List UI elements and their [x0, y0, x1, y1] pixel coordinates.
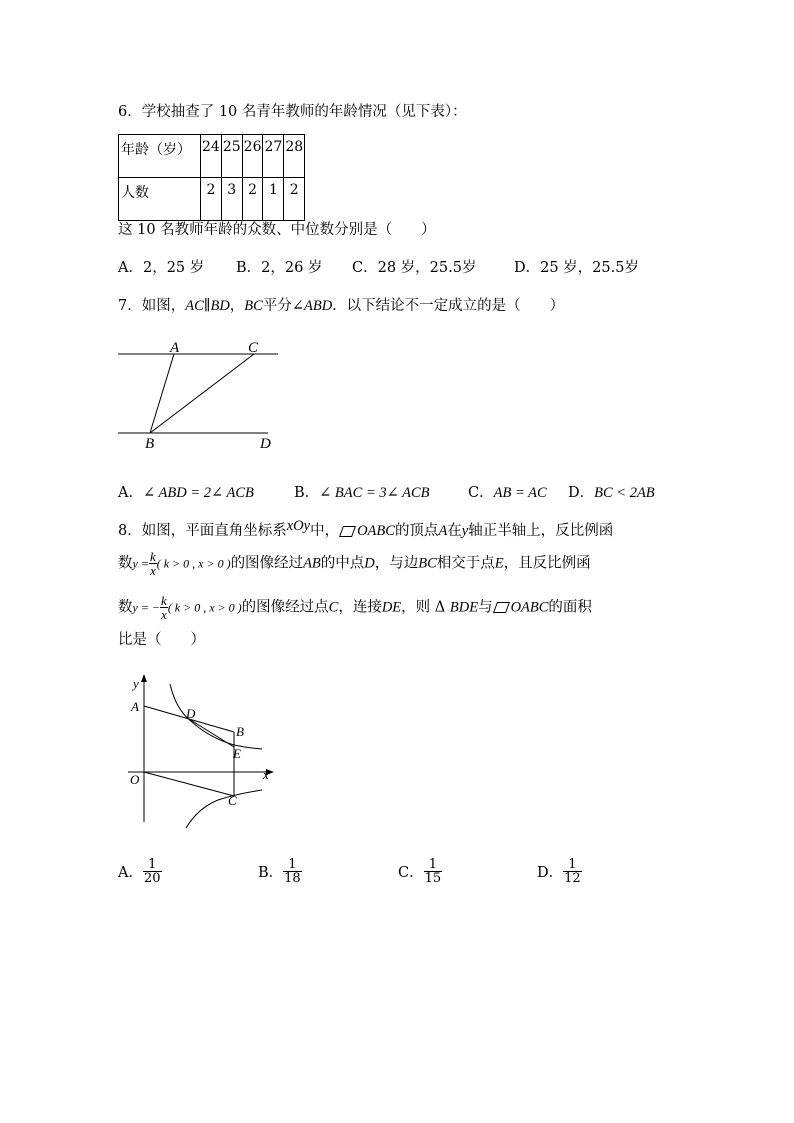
count-cell: 2 — [284, 178, 305, 221]
label-y: y — [133, 676, 139, 691]
q8-option-d[interactable]: D． $\frac{1}{12}$ — [537, 857, 581, 886]
count-cell: 2 — [242, 178, 263, 221]
table-row — [119, 178, 305, 221]
q8-option-b[interactable]: B． $\frac{1}{18}$ — [258, 857, 301, 886]
table-row-label: 人数 — [119, 178, 201, 221]
q6-option-c[interactable]: C．28 岁，25.5岁 — [352, 260, 477, 276]
count-cell: 1 — [263, 178, 284, 221]
q7-cond2a: BC — [244, 298, 263, 314]
segment-bc — [150, 354, 254, 433]
label-b: B — [236, 724, 244, 739]
q7-option-c[interactable]: C．AB = AC — [468, 485, 547, 501]
q6-option-a[interactable]: A．2，25 岁 — [118, 260, 205, 276]
parallelogram-icon — [493, 602, 510, 613]
age-table — [118, 134, 305, 221]
q6-question: 这 10 名教师年龄的众数、中位数分别是（ ） — [118, 222, 436, 238]
q7-cond1: AC∥BD — [185, 298, 230, 314]
y-axis-arrow-icon — [141, 674, 147, 682]
fraction-k-over-x: $\frac{k}{x}$ — [161, 593, 167, 622]
q7-cond2c: ABD — [303, 298, 333, 314]
label-d: D — [260, 436, 271, 452]
q7-tail: ．以下结论不一定成立的是（ ） — [332, 298, 565, 314]
q7-cond2b: 平分∠ — [262, 298, 304, 314]
q8-line-1: 8．如图，平面直角坐标系xOy中， OABC的顶点A在y轴正半轴上，反比例函 — [118, 518, 614, 539]
q7-option-d[interactable]: D．BC < 2AB — [568, 485, 655, 501]
age-cell: 26 — [242, 135, 263, 178]
count-cell: 3 — [221, 178, 242, 221]
segment-ab — [150, 354, 174, 433]
q8-line-2: 数y = $\frac{k}{x}$ ( k > 0 , x > 0 )的图像经过AB的中点D，与边BC相交于点E，且反比例函 — [118, 549, 591, 578]
count-cell: 2 — [201, 178, 222, 221]
q8-figure — [120, 672, 280, 830]
age-cell: 28 — [284, 135, 305, 178]
label-d: D — [186, 706, 196, 721]
q7-figure — [110, 335, 290, 455]
label-a: A — [170, 340, 180, 356]
parallelogram-icon — [339, 526, 356, 537]
q7-stem — [118, 294, 564, 315]
label-c: C — [248, 340, 259, 356]
q6-stem: 6．学校抽查了 10 名青年教师的年龄情况（见下表）： — [118, 104, 467, 120]
curve-k-over-x — [170, 684, 262, 749]
label-b: B — [145, 436, 155, 452]
curve-neg-k-over-x — [186, 790, 262, 828]
label-o: O — [130, 772, 140, 787]
q8-option-c[interactable]: C． $\frac{1}{15}$ — [398, 857, 442, 886]
q7-option-b[interactable]: B．∠ BAC = 3∠ ACB — [294, 485, 430, 501]
segment-oc — [144, 772, 234, 796]
q7-sep: ， — [229, 298, 245, 314]
age-cell: 24 — [201, 135, 222, 178]
q7-num: 7．如图， — [118, 298, 186, 314]
q7-option-a[interactable]: A．∠ ABD = 2∠ ACB — [118, 485, 254, 501]
q6-option-d[interactable]: D．25 岁，25.5岁 — [514, 260, 639, 276]
label-x: x — [263, 767, 269, 782]
age-cell: 27 — [263, 135, 284, 178]
q6-option-b[interactable]: B．2，26 岁 — [236, 260, 323, 276]
q8-option-a[interactable]: A． $\frac{1}{20}$ — [118, 857, 161, 886]
age-cell: 25 — [221, 135, 242, 178]
label-e: E — [233, 746, 241, 761]
table-header-label: 年龄（岁） — [119, 135, 201, 178]
fraction-k-over-x: $\frac{k}{x}$ — [149, 549, 156, 578]
q8-line-3: 数y = − $\frac{k}{x}$ ( k > 0 , x > 0 )的图像经过点C，连接DE，则 Δ BDE与 OABC的面积 — [118, 593, 592, 622]
table-row — [119, 135, 305, 178]
q8-line-4: 比是（ ） — [118, 632, 205, 648]
label-a: A — [131, 699, 139, 714]
label-c: C — [228, 793, 237, 808]
